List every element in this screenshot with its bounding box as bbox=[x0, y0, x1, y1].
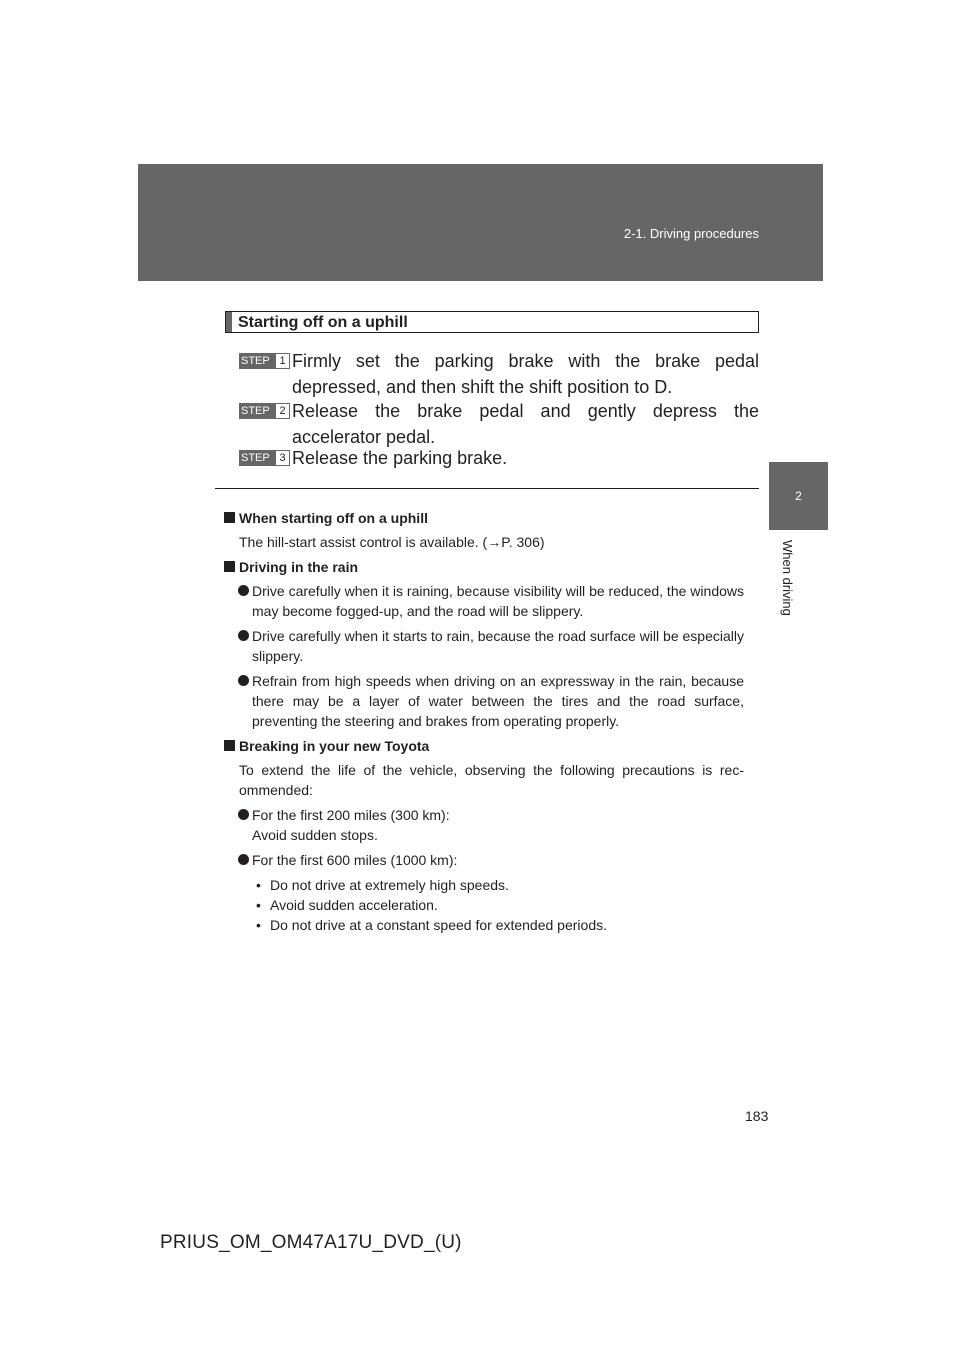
step-badge-number: 3 bbox=[275, 450, 290, 466]
subitem bbox=[252, 875, 744, 895]
note-heading-uphill bbox=[224, 508, 744, 528]
subitem-text: Do not drive at a constant speed for extended periods. bbox=[270, 917, 607, 933]
dot-marker-icon: • bbox=[256, 897, 261, 913]
note-text-uphill: The hill-start assist control is available. (→P. 306) bbox=[239, 534, 545, 550]
bullet-text: Drive carefully when it is raining, because visibility will be reduced, the windows may become fogged-up, and the road will be slippery. bbox=[252, 583, 744, 619]
breakin-bullet-1 bbox=[224, 805, 744, 845]
bullet-text: Drive carefully when it starts to rain, because the road surface will be especially slippery. bbox=[252, 628, 744, 664]
chapter-label: When driving bbox=[780, 540, 795, 616]
footer-code: PRIUS_OM_OM47A17U_DVD_(U) bbox=[160, 1232, 462, 1253]
step-badge-1 bbox=[239, 353, 290, 369]
step-text-1: Firmly set the parking brake with the brake pedal depressed, and then shift the shift position to D. bbox=[292, 351, 759, 397]
subitem bbox=[252, 895, 744, 915]
chapter-number: 2 bbox=[795, 489, 802, 503]
square-bullet-icon bbox=[224, 512, 235, 523]
round-bullet-icon bbox=[238, 630, 249, 641]
bullet-text: For the first 600 miles (1000 km): bbox=[252, 852, 458, 868]
step-badge-3 bbox=[239, 450, 290, 466]
bullet-text: Refrain from high speeds when driving on an expressway in the rain, because there may be a layer of water between the tires and the road surface, preventing the steering and brakes from operating properly. bbox=[252, 673, 744, 729]
dot-marker-icon: • bbox=[256, 917, 261, 933]
round-bullet-icon bbox=[238, 675, 249, 686]
bullet-text: For the first 200 miles (300 km): bbox=[252, 807, 450, 823]
note-heading-rain bbox=[224, 557, 744, 577]
note-heading-text: Driving in the rain bbox=[239, 559, 359, 575]
note-text-breakin: To extend the life of the vehicle, observing the following precautions is rec-ommended: bbox=[239, 762, 744, 798]
section-divider bbox=[215, 488, 759, 489]
breakin-subitems bbox=[224, 875, 744, 935]
round-bullet-icon bbox=[238, 585, 249, 596]
step-badge-label: STEP bbox=[241, 452, 270, 464]
section-heading-bar bbox=[226, 312, 232, 332]
step-badge-2 bbox=[239, 403, 290, 419]
round-bullet-icon bbox=[238, 809, 249, 820]
note-heading-text: Breaking in your new Toyota bbox=[239, 738, 430, 754]
rain-bullet-2 bbox=[224, 626, 744, 666]
subitem bbox=[252, 915, 744, 935]
step-text-3: Release the parking brake. bbox=[292, 448, 508, 468]
dot-marker-icon: • bbox=[256, 877, 261, 893]
breakin-bullet-2 bbox=[224, 850, 744, 870]
subitem-text: Avoid sudden acceleration. bbox=[270, 897, 438, 913]
note-heading-breakin bbox=[224, 736, 744, 756]
round-bullet-icon bbox=[238, 854, 249, 865]
step-badge-label: STEP bbox=[241, 405, 270, 417]
step-text-2: Release the brake pedal and gently depress the accelerator pedal. bbox=[292, 401, 759, 447]
notes-section bbox=[224, 508, 744, 940]
header-band bbox=[138, 164, 823, 281]
chapter-tab bbox=[769, 462, 828, 530]
step-badge-number: 1 bbox=[275, 353, 290, 369]
square-bullet-icon bbox=[224, 561, 235, 572]
subitem-text: Do not drive at extremely high speeds. bbox=[270, 877, 509, 893]
page-number: 183 bbox=[745, 1108, 769, 1124]
bullet-text: Avoid sudden stops. bbox=[252, 827, 378, 843]
step-badge-label: STEP bbox=[241, 355, 270, 367]
note-heading-text: When starting off on a uphill bbox=[239, 510, 428, 526]
rain-bullet-3 bbox=[224, 671, 744, 731]
square-bullet-icon bbox=[224, 740, 235, 751]
section-title: Starting off on a uphill bbox=[238, 314, 408, 331]
section-heading bbox=[225, 311, 759, 333]
header-section-title: 2-1. Driving procedures bbox=[623, 226, 759, 241]
rain-bullet-1 bbox=[224, 581, 744, 621]
step-badge-number: 2 bbox=[275, 403, 290, 419]
